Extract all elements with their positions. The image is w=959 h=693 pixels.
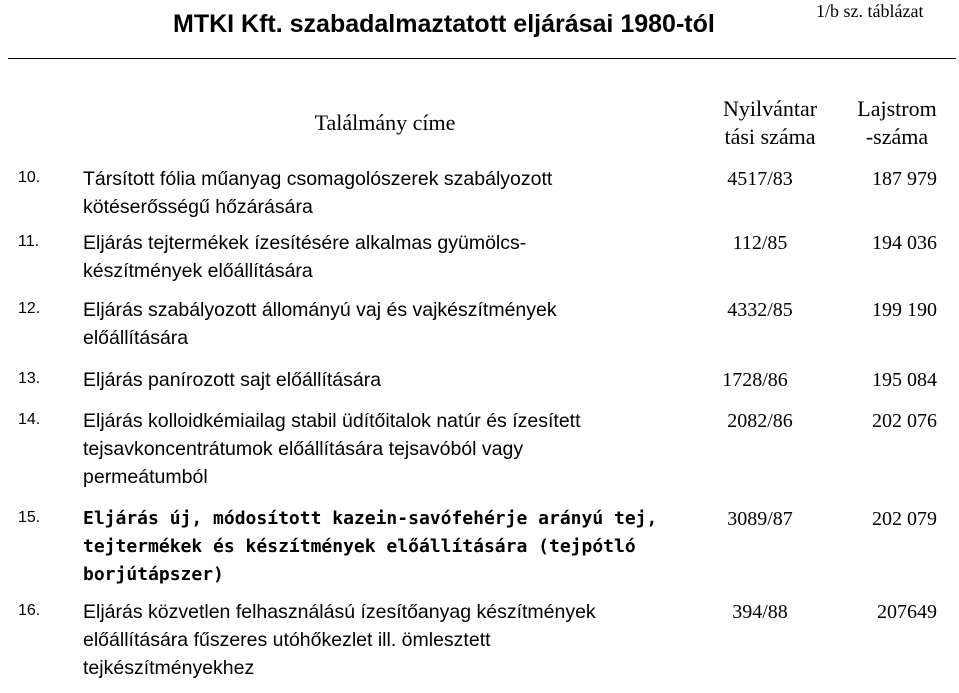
- row-title-line: kötéserősségű hőzárására: [83, 196, 313, 218]
- row-number: 13.: [18, 370, 41, 387]
- header-reg-line2: tási száma: [724, 124, 816, 149]
- row-title-line: Eljárás panírozott sajt előállítására: [83, 369, 382, 391]
- header-lajs-line1: Lajstrom: [857, 96, 937, 121]
- row-title: [83, 598, 663, 682]
- row-registry-number: 112/85: [732, 232, 788, 254]
- row-number: 11.: [18, 233, 40, 250]
- top-rule: [8, 58, 956, 59]
- row-title-line: tejtermékek és készítmények előállítására (tejpótló: [83, 536, 636, 557]
- header-reg-line1: Nyilvántar: [722, 96, 818, 121]
- row-registry-number: 2082/86: [727, 410, 793, 432]
- row-title-line: permeátumból: [83, 466, 208, 488]
- row-lajstrom-number: 202 079: [872, 508, 937, 530]
- row-title-line: Eljárás szabályozott állományú vaj és vajkészítmények: [83, 299, 557, 321]
- header-title-col: Találmány címe: [314, 110, 456, 135]
- row-lajstrom-number: 207649: [877, 601, 937, 623]
- row-title-line: előállítására: [83, 327, 189, 349]
- row-registry-number: 4517/83: [727, 168, 793, 190]
- row-title-line: Eljárás kolloidkémiailag stabil üdítőitalok natúr és ízesített: [83, 410, 581, 432]
- row-title: [83, 229, 663, 285]
- row-title-line: tejkészítményekhez: [83, 657, 255, 679]
- row-title: [83, 165, 663, 221]
- row-registry-number: 1728/86: [722, 369, 788, 391]
- row-lajstrom-number: 202 076: [872, 410, 937, 432]
- row-title: [83, 366, 663, 394]
- row-number: 12.: [18, 300, 41, 317]
- row-title-line: Társított fólia műanyag csomagolószerek szabályozott: [83, 168, 553, 190]
- header-reg-number: [700, 95, 840, 151]
- row-title-line: készítmények előállítására: [83, 260, 313, 282]
- row-title-line: borjútápszer): [83, 564, 224, 585]
- row-title: [83, 505, 663, 589]
- row-title-line: Eljárás közvetlen felhasználású ízesítőanyag készítmények: [83, 601, 596, 623]
- row-title: [83, 407, 663, 491]
- row-title-line: tejsavkoncentrátumok előállítására tejsavóból vagy: [83, 438, 524, 460]
- header-lajs-line2: -száma: [865, 124, 929, 149]
- row-lajstrom-number: 199 190: [872, 299, 937, 321]
- header-lajstrom: [838, 95, 956, 151]
- row-lajstrom-number: 194 036: [872, 232, 937, 254]
- row-title-line: Eljárás új, módosított kazein-savófehérje arányú tej,: [83, 508, 658, 529]
- table-tag: 1/b sz. táblázat: [816, 1, 924, 21]
- row-title-line: előállítására fűszeres utóhőkezlet ill. ömlesztett: [83, 629, 491, 651]
- row-lajstrom-number: 187 979: [872, 168, 937, 190]
- row-registry-number: 3089/87: [727, 508, 793, 530]
- row-title-line: Eljárás tejtermékek ízesítésére alkalmas gyümölcs-: [83, 232, 527, 254]
- row-number: 10.: [18, 169, 41, 186]
- row-number: 14.: [18, 411, 41, 428]
- row-number: 15.: [18, 509, 41, 526]
- row-lajstrom-number: 195 084: [872, 369, 937, 391]
- row-registry-number: 394/88: [732, 601, 788, 623]
- row-title: [83, 296, 663, 352]
- row-number: 16.: [18, 602, 41, 619]
- page-title: MTKI Kft. szabadalmaztatott eljárásai 1980-tól: [173, 10, 715, 38]
- row-registry-number: 4332/85: [727, 299, 793, 321]
